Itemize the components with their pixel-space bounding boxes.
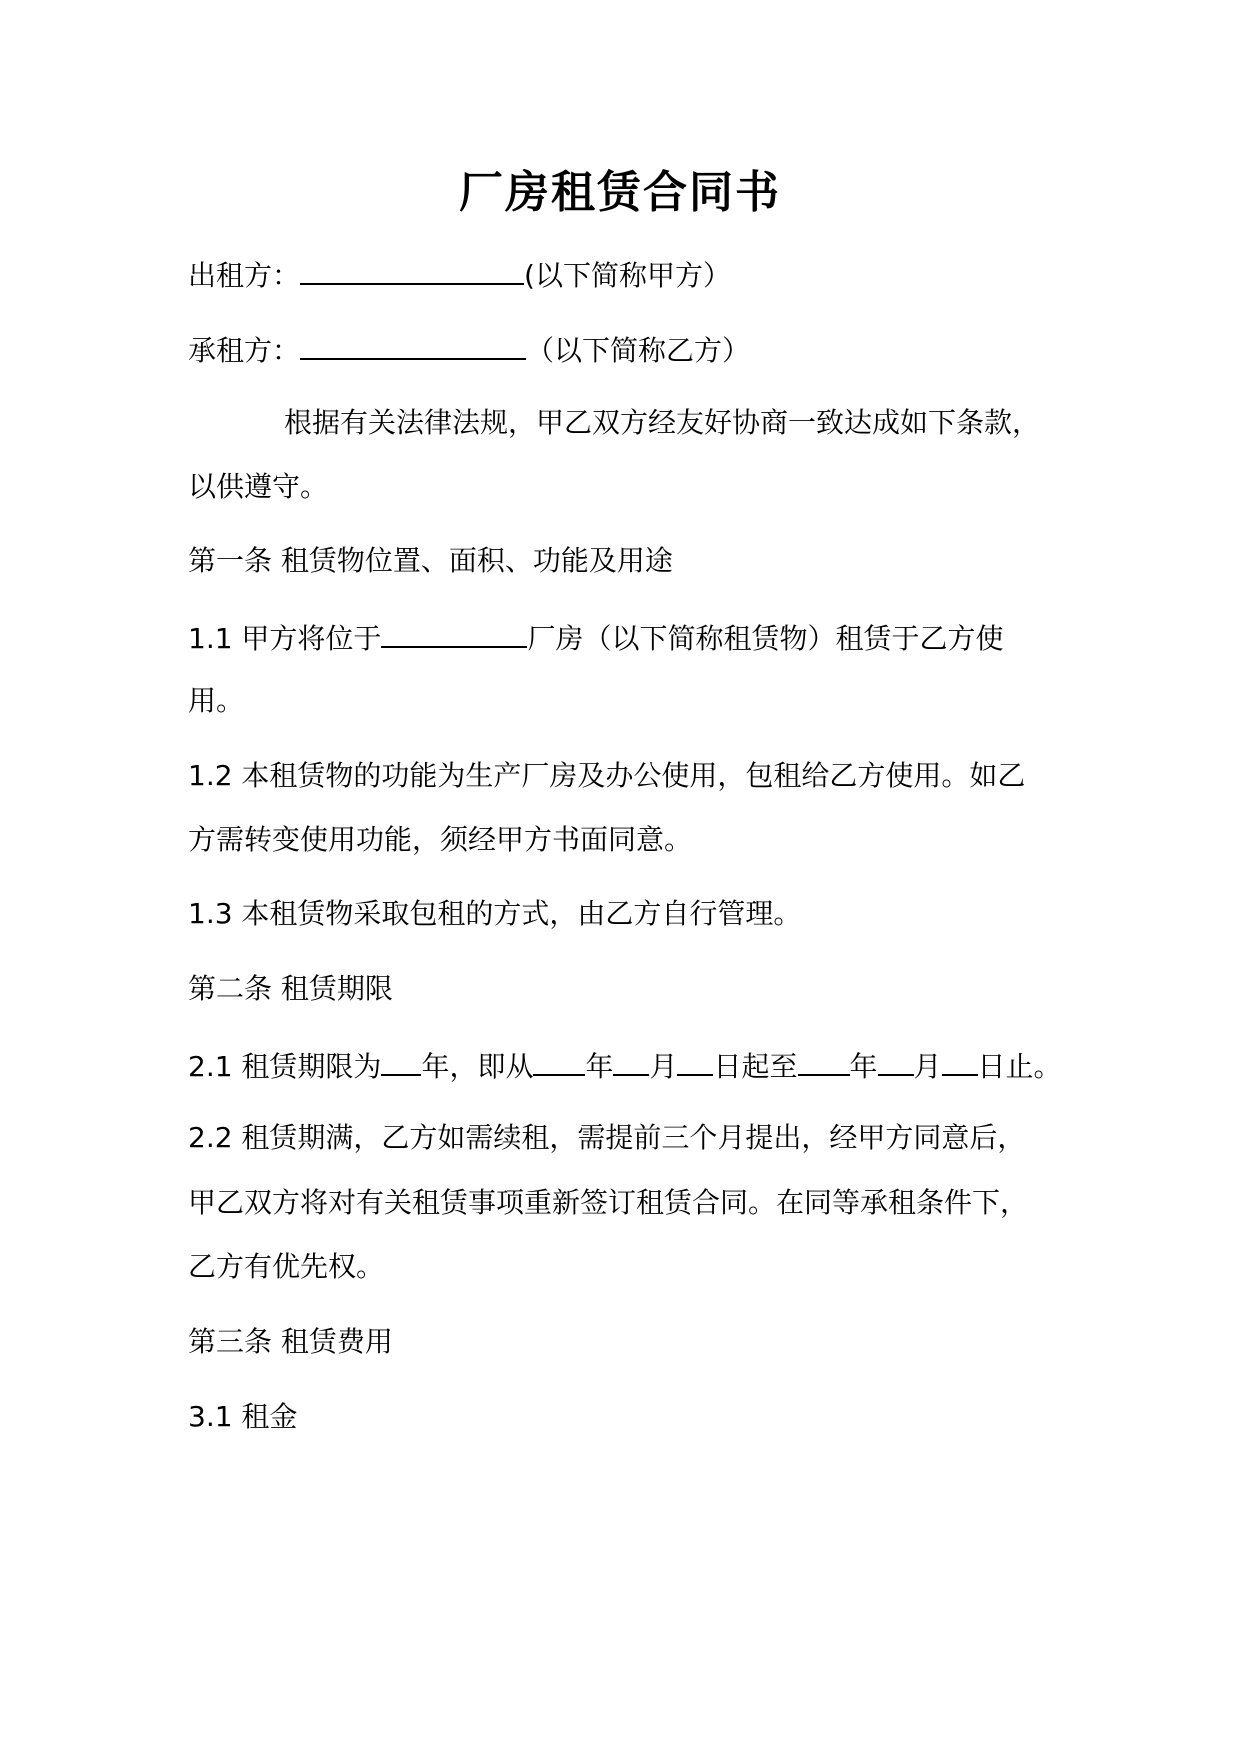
clause-1-1-line1 [188,616,1003,659]
clause-1-1-line2: 用。 [188,684,245,717]
clause-2-2-line2: 甲乙双方将对有关租赁事项重新签订租赁合同。在同等承租条件下， [188,1186,1029,1219]
start-day-blank [677,1044,713,1076]
clause-3-1: 3.1 租金 [188,1400,298,1433]
end-month-blank [878,1044,914,1076]
clause-2-2-line3: 乙方有优先权。 [188,1250,385,1283]
clause-1-1-suffix: 厂房（以下简称租赁物）租赁于乙方使 [527,622,1004,655]
document-title: 厂房租赁合同书 [459,167,781,218]
clause-2-1-text: 年 [585,1050,614,1083]
intro-paragraph-line1: 根据有关法律法规，甲乙双方经友好协商一致达成如下条款， [284,406,1041,439]
end-year-blank [798,1044,850,1076]
clause-2-2-line1: 2.2 租赁期满，乙方如需续租，需提前三个月提出，经甲方同意后， [188,1121,1026,1154]
clause-2-1-text: 2.1 租赁期限为 [188,1050,382,1083]
clause-2-1-text: 月 [913,1050,942,1083]
start-year-blank [533,1044,585,1076]
clause-1-1-prefix: 1.1 甲方将位于 [188,622,382,655]
clause-2-1-text: 年 [849,1050,878,1083]
clause-2-1-text: 年，即从 [421,1050,534,1083]
clause-1-2-line1: 1.2 本租赁物的功能为生产厂房及办公使用，包租给乙方使用。如乙 [188,759,1026,792]
clause-2-1 [188,1044,1062,1087]
lessor-label: 出租方： [188,259,301,292]
lessee-suffix: （以下简称乙方） [526,334,751,367]
clause-1-2-line2: 方需转变使用功能，须经甲方书面同意。 [188,823,693,856]
lessor-name-blank [300,253,524,285]
clause-2-1-text: 日止。 [977,1050,1062,1083]
lessor-line [188,253,731,296]
location-blank [381,616,527,648]
end-day-blank [942,1044,978,1076]
article-3-heading: 第三条 租赁费用 [188,1325,393,1358]
intro-paragraph-line2: 以供遵守。 [188,470,329,503]
clause-2-1-text: 日起至 [713,1050,798,1083]
start-month-blank [613,1044,649,1076]
lessee-name-blank [300,328,526,360]
lessor-suffix: (以下简称甲方） [524,259,731,292]
lessee-label: 承租方： [188,334,301,367]
term-years-blank [381,1044,421,1076]
clause-1-3: 1.3 本租赁物采取包租的方式，由乙方自行管理。 [188,897,802,930]
clause-2-1-text: 月 [649,1050,678,1083]
article-2-heading: 第二条 租赁期限 [188,972,393,1005]
lessee-line [188,328,750,371]
article-1-heading: 第一条 租赁物位置、面积、功能及用途 [188,544,673,577]
